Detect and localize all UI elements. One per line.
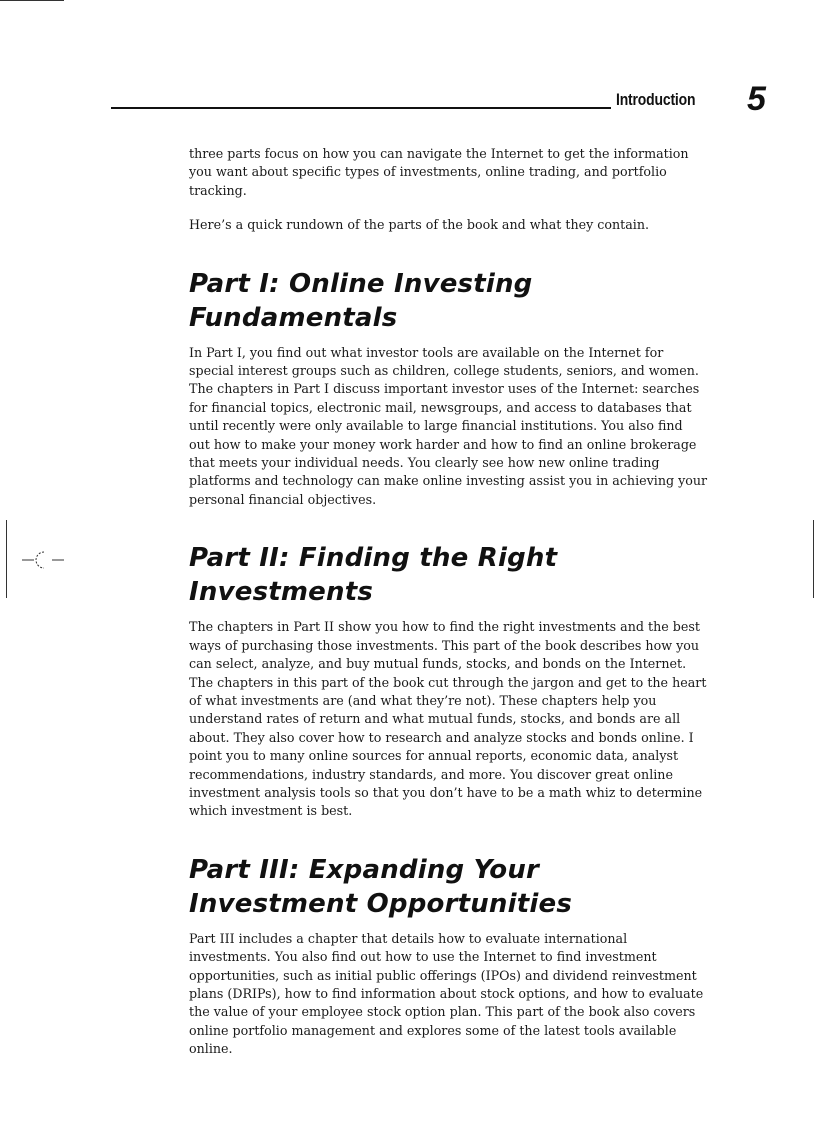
page-body — [189, 146, 709, 1060]
intro-paragraph-2: Here’s a quick rundown of the parts of the book and what they contain. — [189, 218, 650, 234]
crop-mark-top — [0, 0, 64, 1]
page-number: 5 — [747, 80, 766, 118]
registration-mark-icon — [22, 548, 66, 572]
running-head — [111, 82, 771, 116]
section-body-part-2: The chapters in Part II show you how to find the right investments and the best ways of purchasing those investments. This part of the book describes how you can select, analyze, and buy mutual funds, stocks, and bonds on the Internet. The chapters in this part of the book cut through the jargon and get to the heart of what investments are (and what they’re not). These chapters help you understand rates of return and what mutual funds, stocks, and bonds are all about. They also cover how to research and analyze stocks and bonds online. I point you to many online sources for annual reports, economic data, analyst recommendations, industry standards, and more. You discover great online investment analysis tools so that you don’t have to be a math whiz to determine which investment is best. — [189, 620, 707, 820]
section-body-part-3: Part III includes a chapter that details how to evaluate international investments. You also find out how to use the Internet to find investment opportunities, such as initial public offerings (IPOs) and dividend reinvestment plans (DRIPs), how to find information about stock options, and how to evaluate the value of your employee stock option plan. This part of the book also covers online portfolio management and explores some of the latest tools available online. — [189, 931, 704, 1058]
running-head-title: Introduction — [616, 90, 696, 109]
header-rule — [111, 107, 611, 109]
section-heading-part-1: Part I: Online Investing Fundamentals — [189, 268, 533, 333]
section-heading-part-3: Part III: Expanding Your Investment Opportunities — [189, 854, 573, 919]
intro-paragraph-1: three parts focus on how you can navigate the Internet to get the information you want about specific types of investments, online trading, and portfolio tracking. — [189, 147, 689, 199]
section-body-part-1: In Part I, you find out what investor tools are available on the Internet for special interest groups such as children, college students, seniors, and women. The chapters in Part I discuss important investor uses of the Internet: searches for financial topics, electronic mail, newsgroups, and access to databases that until recently were only available to large financial institutions. You also find out how to make your money work harder and how to find an online brokerage that meets your individual needs. You clearly see how new online trading platforms and technology can make online investing assist you in achieving your personal financial objectives. — [189, 345, 708, 508]
crop-mark-left — [6, 520, 7, 598]
section-heading-part-2: Part II: Finding the Right Investments — [189, 543, 558, 608]
crop-mark-right — [813, 520, 814, 598]
